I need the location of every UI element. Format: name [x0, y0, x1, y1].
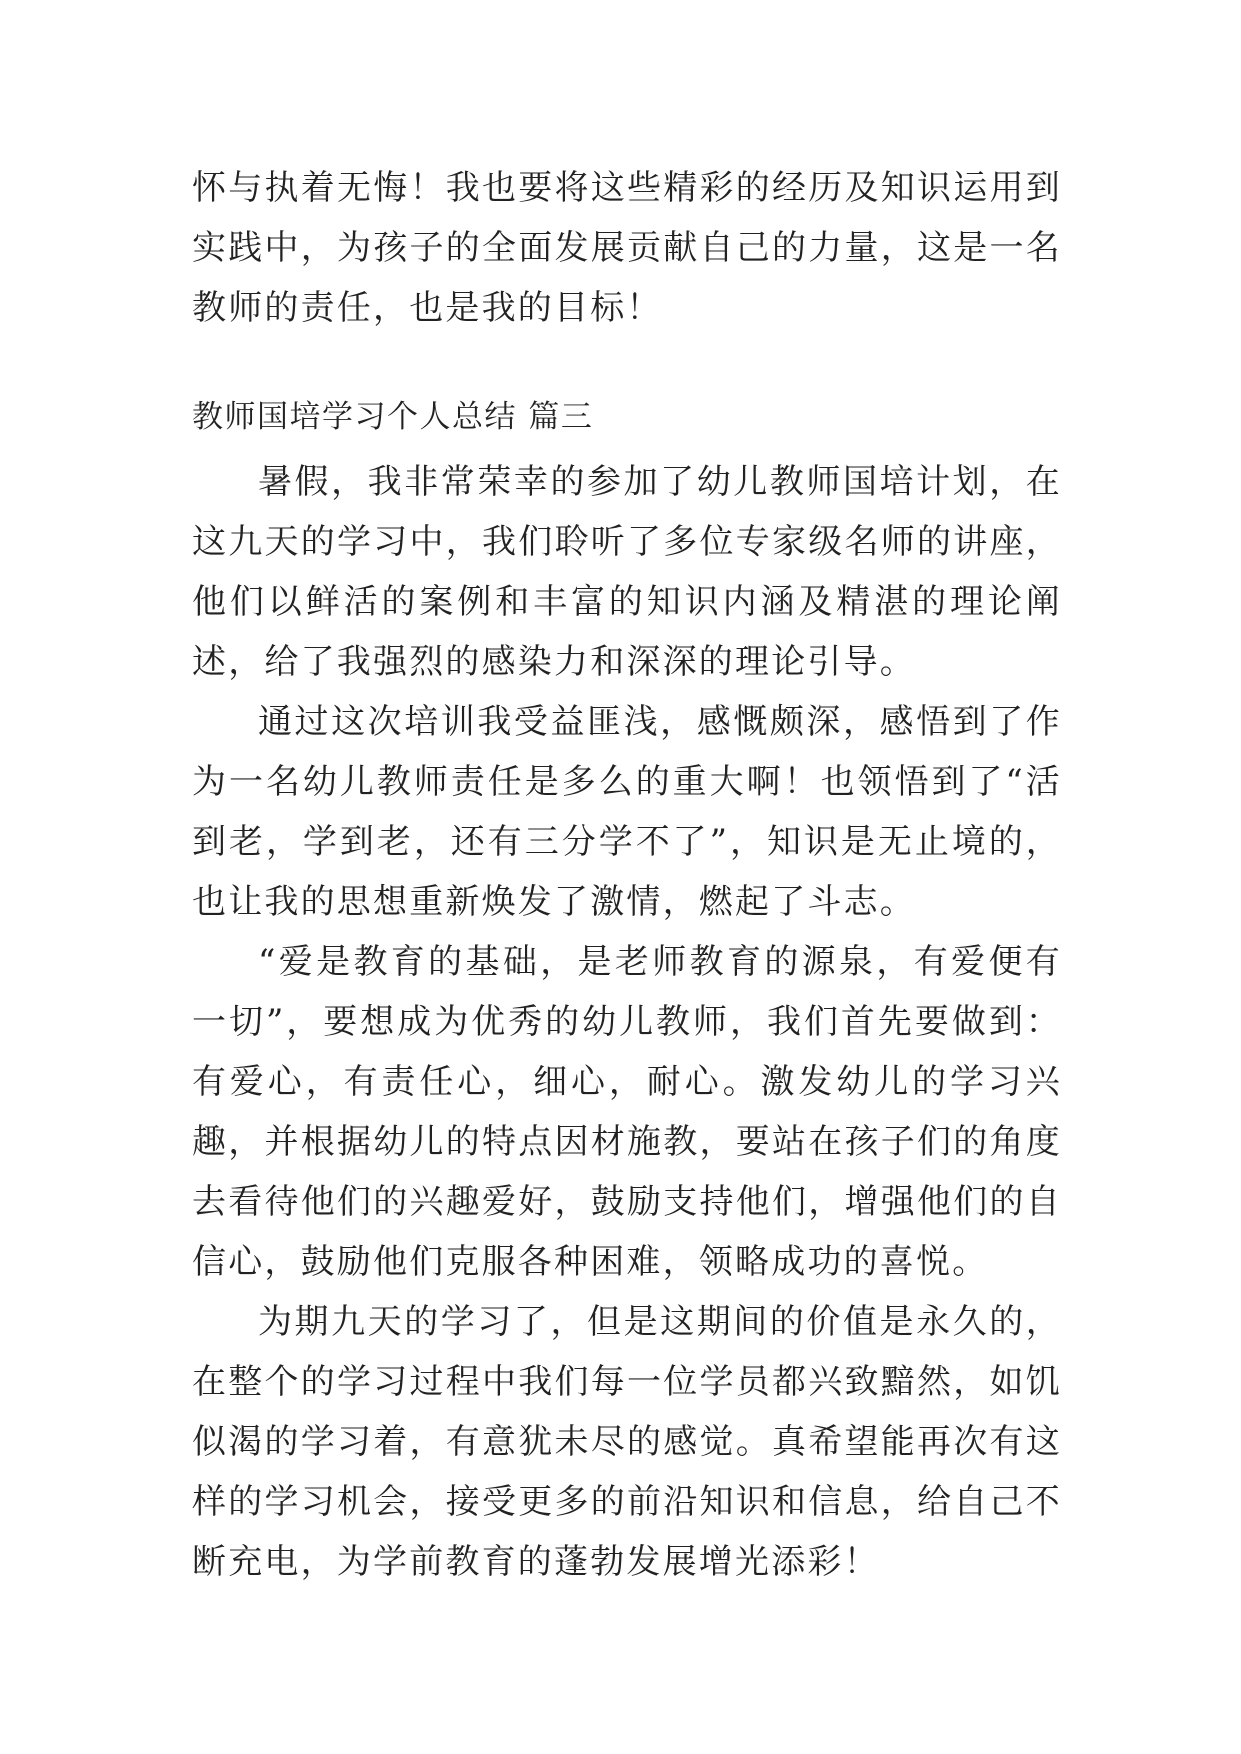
section-heading: 教师国培学习个人总结 篇三 — [192, 399, 594, 435]
continuation-text-block — [192, 158, 1062, 338]
intro-paragraph: 怀与执着无悔！我也要将这些精彩的经历及知识运用到实践中，为孩子的全面发展贡献自己的力量，这是一名教师的责任，也是我的目标！ — [192, 168, 1062, 328]
article-body — [192, 452, 1062, 1592]
body-paragraph-2: 通过这次培训我受益匪浅，感慨颇深，感悟到了作为一名幼儿教师责任是多么的重大啊！也领悟到了“活到老，学到老，还有三分学不了”，知识是无止境的，也让我的思想重新焕发了激情，燃起了斗志。 — [192, 702, 1062, 922]
body-paragraph-1: 暑假，我非常荣幸的参加了幼儿教师国培计划，在这九天的学习中，我们聆听了多位专家级名师的讲座，他们以鲜活的案例和丰富的知识内涵及精湛的理论阐述，给了我强烈的感染力和深深的理论引导。 — [192, 462, 1062, 682]
body-paragraph-3: “爱是教育的基础，是老师教育的源泉，有爱便有一切”，要想成为优秀的幼儿教师，我们首先要做到：有爱心，有责任心，细心，耐心。激发幼儿的学习兴趣，并根据幼儿的特点因材施教，要站在孩子们的角度去看待他们的兴趣爱好，鼓励支持他们，增强他们的自信心，鼓励他们克服各种困难，领略成功的喜悦。 — [192, 942, 1062, 1282]
body-paragraph-4: 为期九天的学习了，但是这期间的价值是永久的，在整个的学习过程中我们每一位学员都兴致黯然，如饥似渴的学习着，有意犹未尽的感觉。真希望能再次有这样的学习机会，接受更多的前沿知识和信息，给自己不断充电，为学前教育的蓬勃发展增光添彩！ — [192, 1302, 1062, 1582]
